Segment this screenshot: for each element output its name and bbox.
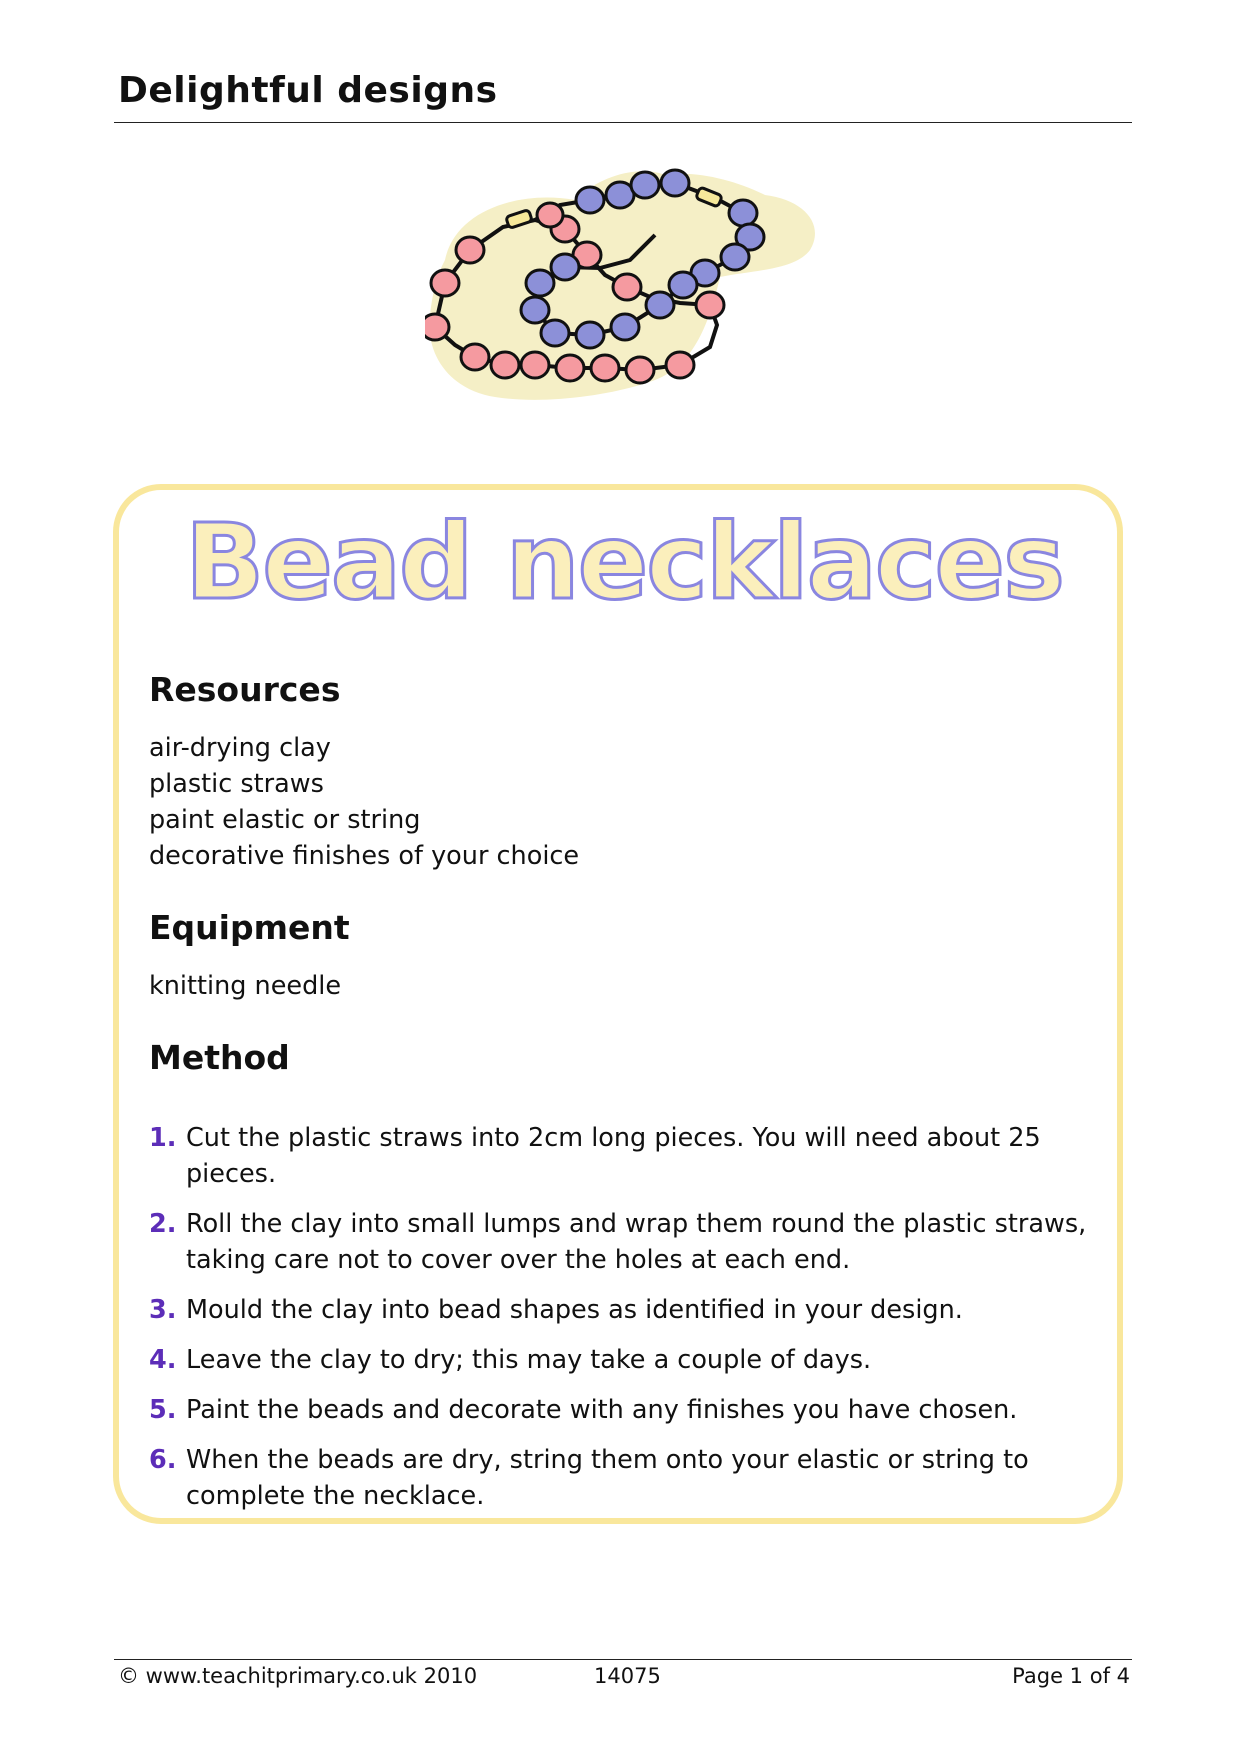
step-text: Cut the plastic straws into 2cm long pieces. You will need about 25 pieces. <box>186 1123 1041 1189</box>
recipe-card <box>113 484 1123 1524</box>
method-step <box>149 1120 1109 1192</box>
resources-heading: Resources <box>149 670 341 709</box>
equipment-heading: Equipment <box>149 908 350 947</box>
step-text: When the beads are dry, string them onto your elastic or string to complete the necklace. <box>186 1445 1029 1511</box>
list-item: air-drying clay <box>149 733 331 763</box>
method-step <box>149 1206 1109 1278</box>
resources-list <box>149 730 579 874</box>
document-title: Bead necklaces <box>185 501 1063 623</box>
method-steps <box>149 1120 1109 1528</box>
step-text: Leave the clay to dry; this may take a couple of days. <box>186 1345 872 1375</box>
footer-copyright: © www.teachitprimary.co.uk 2010 <box>118 1664 478 1688</box>
equipment-list <box>149 968 341 1004</box>
step-text: Mould the clay into bead shapes as identified in your design. <box>186 1295 963 1325</box>
step-number: 5. <box>149 1395 177 1425</box>
step-number: 3. <box>149 1295 177 1325</box>
list-item: plastic straws <box>149 769 324 799</box>
list-item: knitting needle <box>149 971 342 1001</box>
list-item: paint elastic or string <box>149 805 421 835</box>
step-number: 6. <box>149 1445 177 1475</box>
method-heading: Method <box>149 1038 290 1077</box>
method-step <box>149 1342 1109 1378</box>
bead-necklace-icon <box>425 165 820 405</box>
step-number: 1. <box>149 1123 177 1153</box>
list-item: decorative finishes of your choice <box>149 841 580 871</box>
method-step <box>149 1292 1109 1328</box>
footer-rule <box>114 1659 1132 1660</box>
step-text: Paint the beads and decorate with any finishes you have chosen. <box>186 1395 1018 1425</box>
footer-page-number: Page 1 of 4 <box>1012 1664 1130 1688</box>
step-number: 4. <box>149 1345 177 1375</box>
method-step <box>149 1442 1109 1514</box>
step-text: Roll the clay into small lumps and wrap them round the plastic straws, taking care not to cover over the holes at each end. <box>186 1209 1087 1275</box>
header-rule <box>114 122 1132 123</box>
method-step <box>149 1392 1109 1428</box>
footer-code: 14075 <box>594 1664 661 1688</box>
step-number: 2. <box>149 1209 177 1239</box>
header-title: Delightful designs <box>118 70 498 111</box>
